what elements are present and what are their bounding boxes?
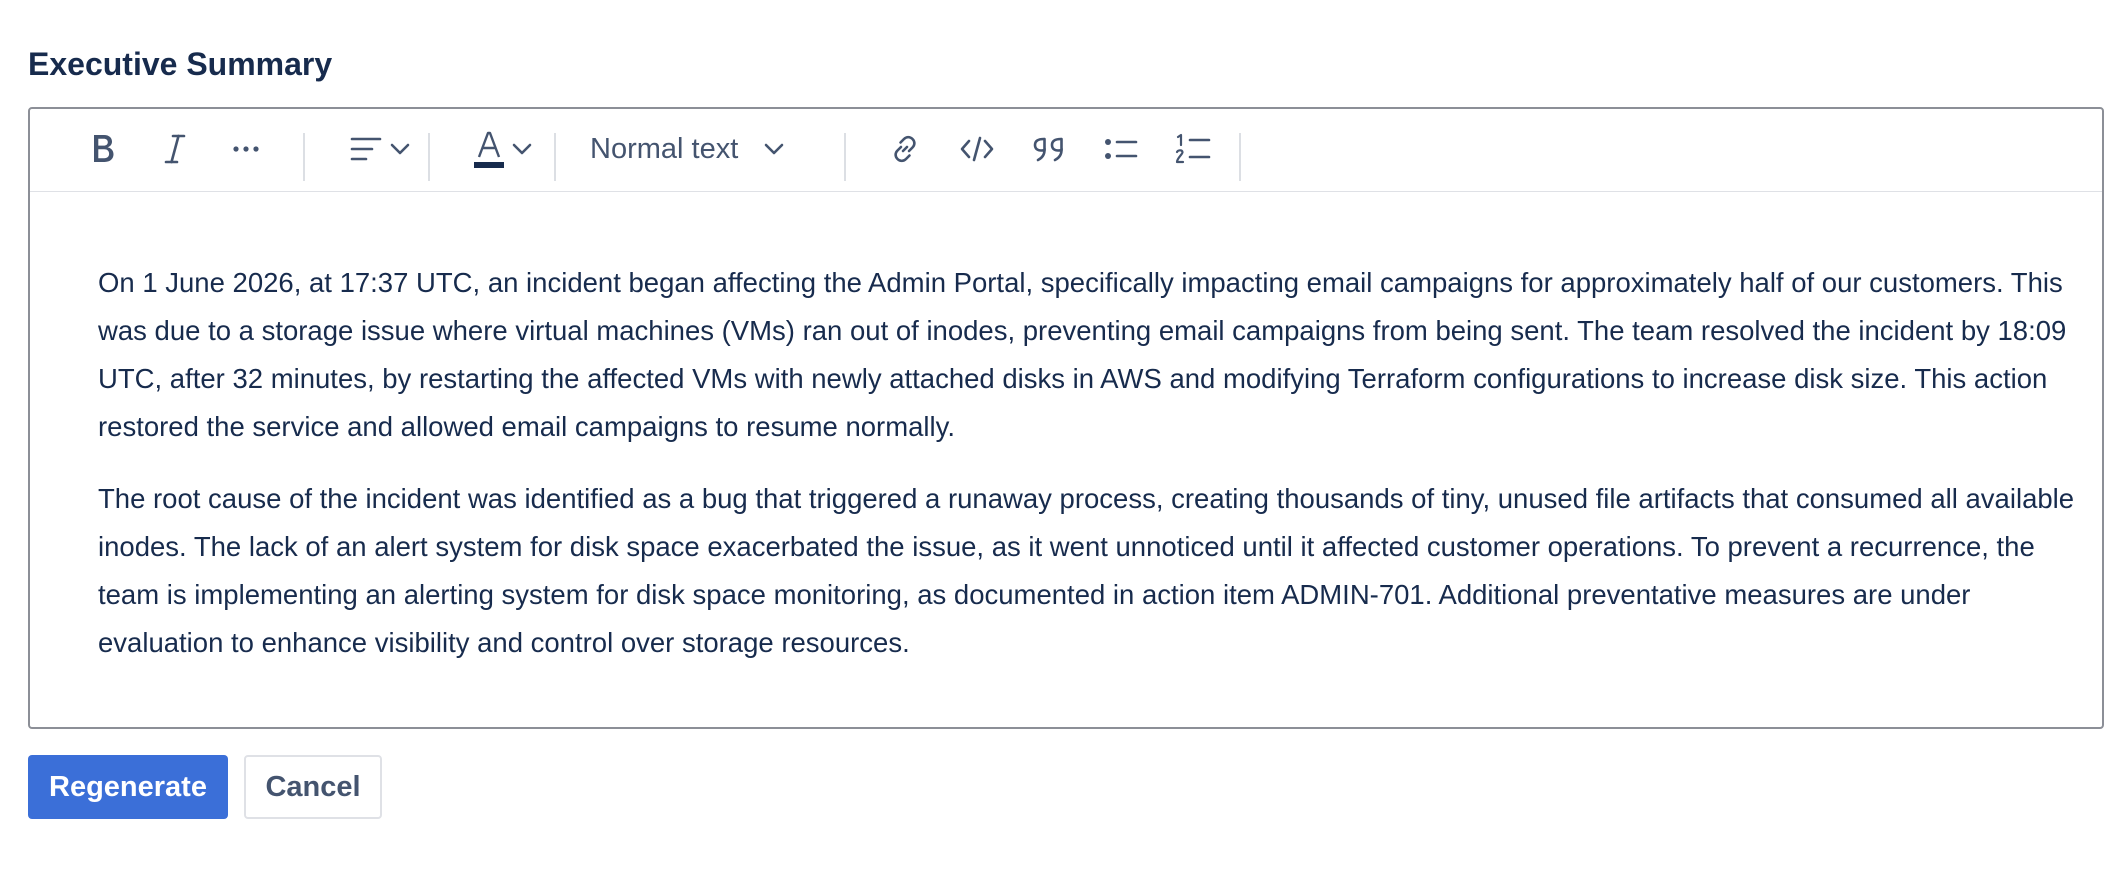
align-left-icon <box>350 136 382 162</box>
quote-icon <box>1032 135 1066 163</box>
cancel-button[interactable]: Cancel <box>244 755 382 819</box>
quote-button[interactable] <box>1026 126 1072 172</box>
more-formatting-button[interactable] <box>223 126 269 172</box>
bold-button[interactable] <box>80 126 126 172</box>
code-icon <box>960 135 994 163</box>
bullet-list-button[interactable] <box>1098 126 1144 172</box>
link-icon <box>890 134 920 164</box>
editor-content[interactable] <box>98 259 2088 691</box>
numbered-list-icon <box>1175 133 1211 165</box>
toolbar-divider <box>844 133 846 181</box>
toolbar-divider <box>428 133 430 181</box>
chevron-down-icon <box>390 143 410 155</box>
summary-paragraph: On 1 June 2026, at 17:37 UTC, an incident began affecting the Admin Portal, specifically impacting email campaigns for approximately half of our customers. This was due to a storage issue where virtual machines (VMs) ran out of inodes, preventing email campaigns from being sent. The team resolved the incident by 18:09 UTC, after 32 minutes, by restarting the affected VMs with newly attached disks in AWS and modifying Terraform configurations to increase disk size. This action restored the service and allowed email campaigns to resume normally. <box>98 267 2067 442</box>
italic-icon <box>162 132 188 166</box>
rich-text-editor[interactable] <box>28 107 2104 729</box>
chevron-down-icon <box>764 143 784 155</box>
italic-button[interactable] <box>152 126 198 172</box>
bullet-list-icon <box>1104 136 1138 162</box>
more-formatting-icon <box>232 145 260 153</box>
text-style-dropdown[interactable] <box>590 126 840 172</box>
text-color-icon <box>472 129 506 169</box>
summary-paragraph: The root cause of the incident was identified as a bug that triggered a runaway process, creating thousands of tiny, unused file artifacts that consumed all available inodes. The lack of an alert system for disk space exacerbated the issue, as it went unnoticed until it affected customer operations. To prevent a recurrence, the team is implementing an alerting system for disk space monitoring, as documented in action item ADMIN-701. Additional preventative measures are under evaluation to enhance visibility and control over storage resources. <box>98 483 2075 658</box>
regenerate-button[interactable]: Regenerate <box>28 755 228 819</box>
bold-icon <box>89 132 117 166</box>
link-button[interactable] <box>882 126 928 172</box>
alignment-dropdown[interactable] <box>330 126 430 172</box>
toolbar-divider <box>554 133 556 181</box>
numbered-list-button[interactable] <box>1170 126 1216 172</box>
editor-toolbar <box>30 109 2102 192</box>
text-style-label: Normal text <box>590 132 739 165</box>
toolbar-divider <box>303 133 305 181</box>
code-button[interactable] <box>954 126 1000 172</box>
toolbar-divider <box>1239 133 1241 181</box>
chevron-down-icon <box>512 143 532 155</box>
text-color-dropdown[interactable] <box>452 126 552 172</box>
section-title: Executive Summary <box>28 46 333 82</box>
